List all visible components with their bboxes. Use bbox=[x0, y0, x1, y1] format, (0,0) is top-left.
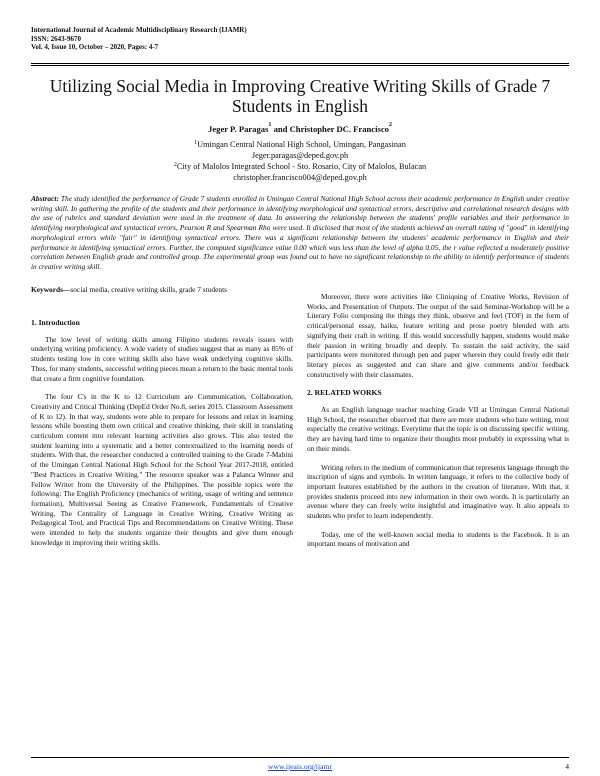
author-1: Jeger P. Paragas bbox=[208, 124, 269, 134]
affiliation-1 bbox=[31, 140, 569, 161]
volume-info: Vol. 4, Issue 10, October – 2020, Pages: 4-7 bbox=[31, 43, 159, 52]
journal-header bbox=[31, 26, 571, 52]
keywords-text: social media, creative writing skills, grade 7 students bbox=[70, 285, 228, 294]
affiliation-2-org: City of Malolos Integrated School - Sto. Rosario, City of Malolos, Bulacan bbox=[176, 162, 427, 171]
intro-paragraph-3: Moreover, there were activities like Cliniquing of Creative Works, Revision of Works, and Presentation of Outputs. The output of the said Seminar-Workshop will be a Literary Folio composing the things they think, observe and feel (TOF) in the form of critical/personal essay, haiku, feature writing and prose poetry blended with arts signifying their craft in writing. If this would successfully happen, students would make their passion in writing broadly and deeply. To sustain the said activity, the said participants were monitored through pen and paper wherein they could freely edit their literary pieces as suggested and can share and give comments and/or feedback constructively with their classmates. bbox=[307, 292, 569, 379]
abstract bbox=[31, 194, 569, 272]
author-2-mark: 2 bbox=[388, 122, 392, 128]
abstract-label: Abstract: bbox=[31, 194, 59, 203]
abstract-text: The study identified the performance of Grade 7 students enrolled in Umingan Central National High School across their academic performance in English under creative writing skill. In gathering the profile of the students and their performance in identifying morphological and syntactical errors, descriptive and correlational research designs with the use of rubrics and standard deviation were used in the treatment of data. In answering the relationship between the students' profile variables and their performance in identifying morphological and syntactical errors, Pearson R and Spearman Rho were used. It disclosed that most of the students achieved an overall rating of "good" in identifying morphological errors while "fair" in identifying syntactical errors. There was a significant relationship between the students' academic performance in English and their performance in identifying syntactical errors. Further, the computed significance value 0.00 which was less than the level of alpha 0.05, the r value reflected a moderately positive correlation between English grade and controlled group. The experimental group was found out to have no significant relationship to the ability to identify performance of students in creative writing skill. bbox=[31, 194, 569, 271]
right-column bbox=[307, 292, 569, 558]
header-divider bbox=[31, 63, 569, 66]
left-column bbox=[31, 300, 293, 556]
affiliation-2 bbox=[31, 162, 569, 183]
affiliation-2-mark: 2 bbox=[173, 162, 177, 168]
footer-divider bbox=[31, 757, 569, 758]
related-paragraph-1: As an English language teacher teaching Grade VII at Umingan Central National High School, the researcher observed that there are more students who hate writing, most especially the creative writings. Everytime that the topic is on discussing specific writing, they are having hard time to organize their thoughts most probably in expressing what is on their minds. bbox=[307, 405, 569, 453]
issn: ISSN: 2643-9670 bbox=[31, 34, 81, 43]
affiliation-1-mark: 1 bbox=[194, 140, 198, 146]
affiliation-1-org: Umingan Central National High School, Umingan, Pangasinan bbox=[197, 140, 406, 149]
journal-name: International Journal of Academic Multidisciplinary Research (IJAMR) bbox=[31, 26, 247, 34]
section-heading-introduction: 1. Introduction bbox=[31, 318, 80, 327]
author-2: Christopher DC. Francisco bbox=[289, 124, 389, 134]
intro-paragraph-2: The four C's in the K to 12 Curriculum are Communication, Collaboration, Creativity and Critical Thinking (DepEd Order No.8, series 2015. Classroom Assessment of K to 12). In that way, students were able to prepare for lessons and relax in learning lessons while boosting them own critical and creative thinking, their skill in translating curriculum content into relevant learning activities also grows. This also tested the student learning into a systematic and a better contextualized to the learning needs of students. With that, the researcher conducted a controlled training to the Grade 7-Mabini of the Umingan Central National High School for the School Year 2017-2018, entitled "Best Practices in Creative Writing." The resource speaker was a Palanca Winner and Fellow Writer from the University of the Philippines. The possible topics were the following: The English Proficiency (mechanics of writing, usage of writing and sentence formation), Multiversal Seeing as Creative Framework, Fundamentals of Creative Writing, The Centrality of Language in Creative Writing, Creative Writing as Pedagogical Tool, and Practical Tips and Recommendations on Creative Writing. These were intended to help the students organize their thoughts and give them enough knowledge in improving their writing skills. bbox=[31, 392, 293, 547]
page-number: 4 bbox=[565, 762, 569, 771]
section-heading-related-works: 2. RELATED WORKS bbox=[307, 388, 382, 398]
related-paragraph-3: Today, one of the well-known social media to students is the Facebook. It is an important means of motivation and bbox=[307, 529, 569, 549]
paper-title: Utilizing Social Media in Improving Creative Writing Skills of Grade 7 Students in English bbox=[49, 76, 551, 116]
author-1-mark: 1 bbox=[268, 122, 272, 128]
journal-url-link[interactable]: www.ijeais.org/ijamr bbox=[268, 762, 332, 771]
author-line bbox=[31, 124, 569, 134]
related-paragraph-2: Writing refers to the medium of communication that represents language through the inscription of signs and symbols. In written language, it refers to the collective body of important features established by the authors in the creation of literature. With that, it provides students proceed into new information in their own words. It is particularly an avenue where they can freely write insightful and imaginative way. It also appeals to students who prefer to learn independently. bbox=[307, 462, 569, 521]
affiliation-1-email[interactable]: Jeger.paragas@deped.gov.ph bbox=[251, 150, 349, 160]
intro-paragraph-1: The low level of writing skills among Filipino students reveals issues with underlying writing proficiency. A wide variety of studies suggest that as many as 85% of students testing low in core writing skills also have weak underlying cognitive skills. Thus, for many students, successful writing pieces mean a return to the basic mental tools that create a firm cognitive foundation. bbox=[31, 334, 293, 383]
author-conjunction: and bbox=[271, 124, 290, 134]
keywords-label: Keywords— bbox=[31, 285, 71, 294]
affiliation-2-email[interactable]: christopher.francisco004@deped.gov.ph bbox=[233, 172, 367, 182]
